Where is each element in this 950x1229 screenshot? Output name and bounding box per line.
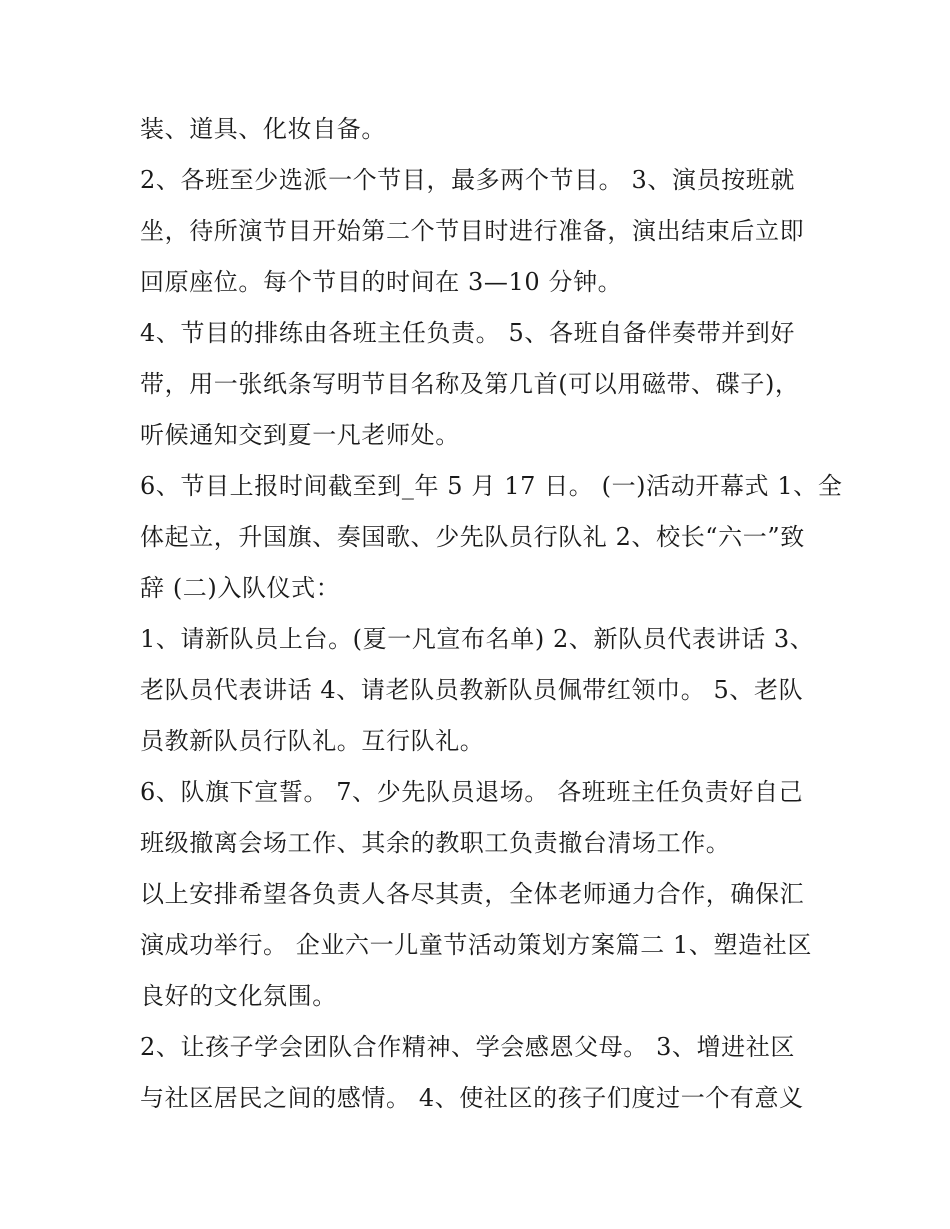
text-line: 回原座位。每个节目的时间在 3—10 分钟。 (140, 268, 623, 296)
text-line: 4、节目的排练由各班主任负责。 5、各班自备伴奏带并到好 (140, 319, 795, 347)
text-line: 演成功举行。 企业六一儿童节活动策划方案篇二 1、塑造社区 (140, 931, 812, 959)
text-line: 2、各班至少选派一个节目，最多两个节目。 3、演员按班就 (140, 166, 795, 194)
text-line: 老队员代表讲话 4、请老队员教新队员佩带红领巾。 5、老队 (140, 676, 804, 704)
text-line: 坐，待所演节目开始第二个节目时进行准备，演出结束后立即 (140, 217, 805, 245)
text-line: 良好的文化氛围。 (140, 982, 337, 1010)
text-line: 带，用一张纸条写明节目名称及第几首(可以用磁带、碟子)， (140, 370, 800, 398)
text-line: 以上安排希望各负责人各尽其责，全体老师通力合作，确保汇 (140, 880, 805, 908)
text-line: 1、请新队员上台。(夏一凡宣布名单) 2、新队员代表讲话 3、 (140, 625, 815, 653)
text-line: 辞 (二)入队仪式： (140, 574, 341, 602)
text-line: 与社区居民之间的感情。 4、使社区的孩子们度过一个有意义 (140, 1084, 804, 1112)
text-line: 2、让孩子学会团队合作精神、学会感恩父母。 3、增进社区 (140, 1033, 795, 1061)
document-body (140, 104, 843, 1124)
text-line: 6、队旗下宣誓。 7、少先队员退场。 各班班主任负责好自己 (140, 778, 804, 806)
text-line: 班级撤离会场工作、其余的教职工负责撤台清场工作。 (140, 829, 731, 857)
text-line: 员教新队员行队礼。互行队礼。 (140, 727, 485, 755)
text-line: 听候通知交到夏一凡老师处。 (140, 421, 460, 449)
text-line: 装、道具、化妆自备。 (140, 115, 386, 143)
text-line: 6、节目上报时间截至到_年 5 月 17 日。 (一)活动开幕式 1、全 (140, 472, 843, 500)
text-line: 体起立，升国旗、奏国歌、少先队员行队礼 2、校长“六一”致 (140, 523, 805, 551)
